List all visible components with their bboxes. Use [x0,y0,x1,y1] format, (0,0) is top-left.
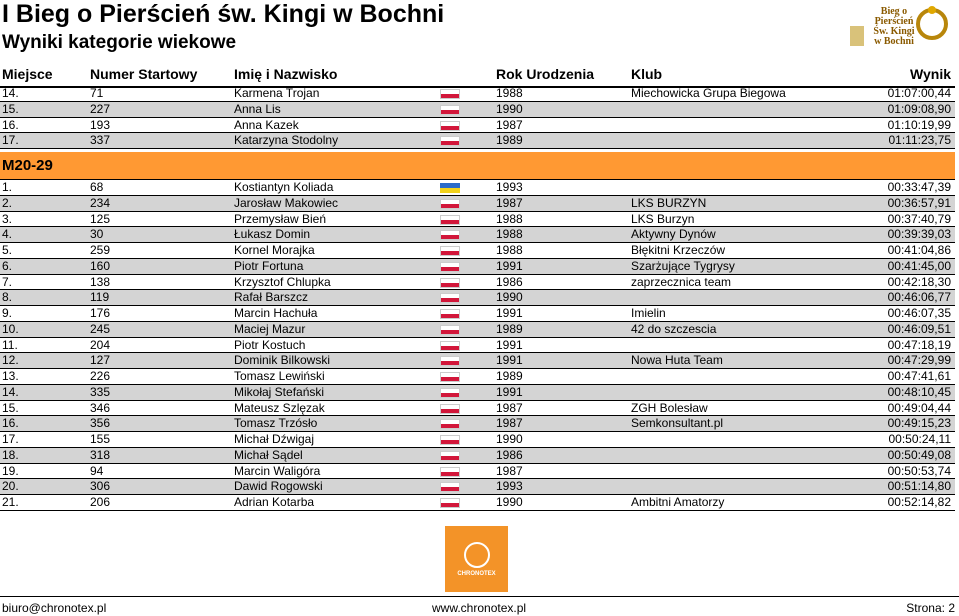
table-row [0,432,955,448]
table-row [0,102,955,118]
year-cell: 1988 [496,211,523,226]
table-row [0,306,955,322]
result-cell: 00:42:18,30 [887,274,951,289]
result-cell: 00:51:14,80 [887,479,951,494]
page-title: I Bieg o Pierścień św. Kingi w Bochni [2,0,445,28]
place-cell: 18. [2,447,19,462]
result-cell: 00:48:10,45 [887,384,951,399]
bib-cell: 335 [90,384,111,399]
flag-poland-icon [440,246,460,256]
bib-cell: 226 [90,369,111,383]
year-cell: 1988 [496,243,523,257]
stopwatch-icon [464,542,490,568]
club-cell: Błękitni Krzeczów [631,243,726,257]
bib-cell: 204 [90,337,111,352]
bib-cell: 125 [90,211,111,226]
footer-page: Strona: 2 [906,601,955,615]
name-cell: Krzysztof Chlupka [234,274,331,289]
name-cell: Michał Dźwigaj [234,432,315,446]
table-row [0,322,955,338]
result-cell: 01:09:08,90 [887,101,951,116]
place-cell: 17. [2,432,19,446]
bib-cell: 160 [90,258,111,273]
name-cell: Dominik Bilkowski [234,353,331,368]
logo-text-line: Pierścień [874,16,914,27]
flag-poland-icon [440,121,460,131]
col-miejsce: Miejsce [2,66,53,82]
flag-poland-icon [440,372,460,382]
table-row [0,133,955,149]
place-cell: 15. [2,101,19,116]
footer-web[interactable]: www.chronotex.pl [432,601,527,615]
results-table [0,86,955,511]
place-cell: 11. [2,337,18,352]
result-cell: 00:52:14,82 [887,495,951,509]
club-cell: LKS BURZYN [631,195,707,210]
place-cell: 19. [2,463,19,478]
result-cell: 01:10:19,99 [887,117,951,132]
flag-poland-icon [440,89,460,99]
event-logo [848,2,948,52]
result-cell: 00:50:53,74 [887,463,951,478]
table-row [0,118,955,134]
flag-poland-icon [440,325,460,335]
club-cell: Semkonsultant.pl [631,416,724,431]
result-cell: 00:50:49,08 [887,447,951,462]
bib-cell: 306 [90,479,111,494]
year-cell: 1991 [496,384,523,399]
bib-cell: 337 [90,133,111,148]
year-cell: 1993 [496,180,523,194]
place-cell: 6. [2,258,13,273]
flag-poland-icon [440,341,460,351]
bib-cell: 119 [90,290,110,305]
bib-cell: 138 [90,274,111,289]
name-cell: Anna Kazek [234,117,299,132]
flag-poland-icon [440,404,460,414]
table-row [0,479,955,495]
name-cell: Marcin Hachuła [234,306,318,320]
place-cell: 2. [2,195,13,210]
place-cell: 13. [2,369,19,383]
bib-cell: 234 [90,195,111,210]
year-cell: 1987 [496,463,523,478]
name-cell: Maciej Mazur [234,321,306,336]
name-cell: Mikołaj Stefański [234,384,325,399]
name-cell: Piotr Kostuch [234,337,306,352]
result-cell: 00:33:47,39 [887,180,951,194]
place-cell: 3. [2,211,13,226]
flag-poland-icon [440,419,460,429]
flag-poland-icon [440,105,460,115]
bib-cell: 346 [90,400,111,415]
bib-cell: 68 [90,180,104,194]
table-row [0,290,955,306]
club-cell: 42 do szczescia [631,321,717,336]
flag-ukraine-icon [440,183,460,193]
club-cell: Nowa Huta Team [631,353,723,368]
club-cell: Miechowicka Grupa Biegowa [631,86,786,100]
year-cell: 1990 [496,495,523,509]
year-cell: 1986 [496,274,523,289]
club-cell: Imielin [631,306,666,320]
name-cell: Tomasz Trzósło [234,416,318,431]
name-cell: Rafał Barszcz [234,290,309,305]
place-cell: 1. [2,180,13,194]
category-label: M20-29 [2,157,53,174]
logo-text-line: w Bochni [874,36,914,47]
table-row [0,353,955,369]
table-row [0,401,955,417]
place-cell: 15. [2,400,19,415]
place-cell: 12. [2,353,19,368]
table-row [0,464,955,480]
club-cell: LKS Burzyn [631,211,695,226]
name-cell: Karmena Trojan [234,86,320,100]
club-cell: Szarżujące Tygrysy [631,258,735,273]
result-cell: 00:46:07,35 [887,306,951,320]
year-cell: 1993 [496,479,523,494]
result-cell: 00:47:41,61 [887,369,951,383]
result-cell: 00:49:15,23 [887,416,951,431]
category-header [0,152,955,180]
table-row [0,212,955,228]
name-cell: Przemysław Bień [234,211,327,226]
result-cell: 00:36:57,91 [887,195,951,210]
flag-poland-icon [440,309,460,319]
flag-poland-icon [440,356,460,366]
table-row [0,495,955,511]
table-row [0,338,955,354]
year-cell: 1989 [496,321,523,336]
club-cell: zaprzecznica team [631,274,732,289]
place-cell: 10. [2,321,19,336]
page-subtitle: Wyniki kategorie wiekowe [2,32,237,53]
col-wynik: Wynik [910,66,951,82]
flag-poland-icon [440,278,460,288]
name-cell: Łukasz Domin [234,227,311,242]
flag-poland-icon [440,215,460,225]
year-cell: 1991 [496,306,523,320]
result-cell: 00:37:40,79 [887,211,951,226]
bib-cell: 94 [90,463,104,478]
name-cell: Katarzyna Stodolny [234,133,339,148]
table-row [0,86,955,102]
result-cell: 00:50:24,11 [888,432,951,446]
col-rok: Rok Urodzenia [496,66,595,82]
name-cell: Mateusz Szlęzak [234,400,325,415]
result-cell: 00:49:04,44 [887,400,951,415]
bib-cell: 259 [90,243,111,257]
bib-cell: 206 [90,495,111,509]
flag-poland-icon [440,262,460,272]
chronotex-logo [445,526,508,592]
logo-text-line: Św. Kingi [873,26,915,37]
table-header [0,64,955,88]
table-row [0,275,955,291]
year-cell: 1990 [496,432,523,446]
bib-cell: 71 [90,86,104,100]
place-cell: 9. [2,306,13,320]
result-cell: 00:41:04,86 [887,243,951,257]
footer-email[interactable]: biuro@chronotex.pl [2,601,107,615]
flag-poland-icon [440,451,460,461]
flag-poland-icon [440,199,460,209]
place-cell: 16. [2,117,19,132]
year-cell: 1990 [496,101,523,116]
flag-poland-icon [440,498,460,508]
bib-cell: 318 [90,447,111,462]
result-cell: 00:47:18,19 [887,337,951,352]
flag-poland-icon [440,293,460,303]
flag-poland-icon [440,230,460,240]
page-footer [0,596,959,616]
place-cell: 14. [2,86,19,100]
result-cell: 01:07:00,44 [887,86,951,100]
table-row [0,385,955,401]
chronotex-logo-text: CHRONOTEX [457,571,496,577]
name-cell: Dawid Rogowski [234,479,323,494]
year-cell: 1987 [496,416,523,431]
place-cell: 16. [2,416,19,431]
flag-poland-icon [440,388,460,398]
table-row [0,448,955,464]
place-cell: 4. [2,227,13,242]
name-cell: Marcin Waligóra [234,463,321,478]
table-row [0,259,955,275]
name-cell: Adrian Kotarba [234,495,315,509]
bib-cell: 127 [90,353,111,368]
result-cell: 00:39:39,03 [887,227,951,242]
year-cell: 1989 [496,133,523,148]
place-cell: 17. [2,133,19,148]
bib-cell: 30 [90,227,104,242]
bib-cell: 227 [90,101,111,116]
year-cell: 1989 [496,369,523,383]
flag-poland-icon [440,482,460,492]
table-row [0,227,955,243]
table-row [0,243,955,259]
year-cell: 1987 [496,117,523,132]
place-cell: 21. [2,495,19,509]
name-cell: Kostiantyn Koliada [234,180,334,194]
table-row [0,180,955,196]
bib-cell: 155 [90,432,111,446]
place-cell: 14. [2,384,19,399]
table-row [0,416,955,432]
bib-cell: 245 [90,321,111,336]
club-cell: Ambitni Amatorzy [631,495,725,509]
col-klub: Klub [631,66,663,82]
result-cell: 01:11:23,75 [888,133,951,148]
year-cell: 1988 [496,86,523,100]
col-imie: Imię i Nazwisko [234,66,338,82]
table-row [0,196,955,212]
year-cell: 1987 [496,400,523,415]
name-cell: Anna Lis [234,101,281,116]
logo-text-line: Bieg o [880,6,908,17]
place-cell: 20. [2,479,19,494]
year-cell: 1991 [496,258,523,273]
club-cell: ZGH Bolesław [631,400,708,415]
result-cell: 00:46:09,51 [887,321,951,336]
year-cell: 1991 [496,353,523,368]
name-cell: Michał Sądel [234,447,303,462]
flag-poland-icon [440,467,460,477]
name-cell: Jarosław Makowiec [234,195,339,210]
table-row [0,369,955,385]
place-cell: 8. [2,290,13,305]
name-cell: Kornel Morajka [234,243,315,257]
flag-poland-icon [440,136,460,146]
place-cell: 5. [2,243,13,257]
year-cell: 1987 [496,195,523,210]
name-cell: Tomasz Lewiński [234,369,325,383]
result-cell: 00:41:45,00 [887,258,951,273]
bib-cell: 176 [90,306,111,320]
year-cell: 1991 [496,337,523,352]
col-numer: Numer Startowy [90,66,198,82]
result-cell: 00:47:29,99 [887,353,951,368]
year-cell: 1988 [496,227,523,242]
year-cell: 1986 [496,447,523,462]
name-cell: Piotr Fortuna [234,258,304,273]
place-cell: 7. [2,274,13,289]
year-cell: 1990 [496,290,523,305]
result-cell: 00:46:06,77 [887,290,951,305]
bib-cell: 356 [90,416,111,431]
bib-cell: 193 [90,117,111,132]
club-cell: Aktywny Dynów [631,227,716,242]
flag-poland-icon [440,435,460,445]
